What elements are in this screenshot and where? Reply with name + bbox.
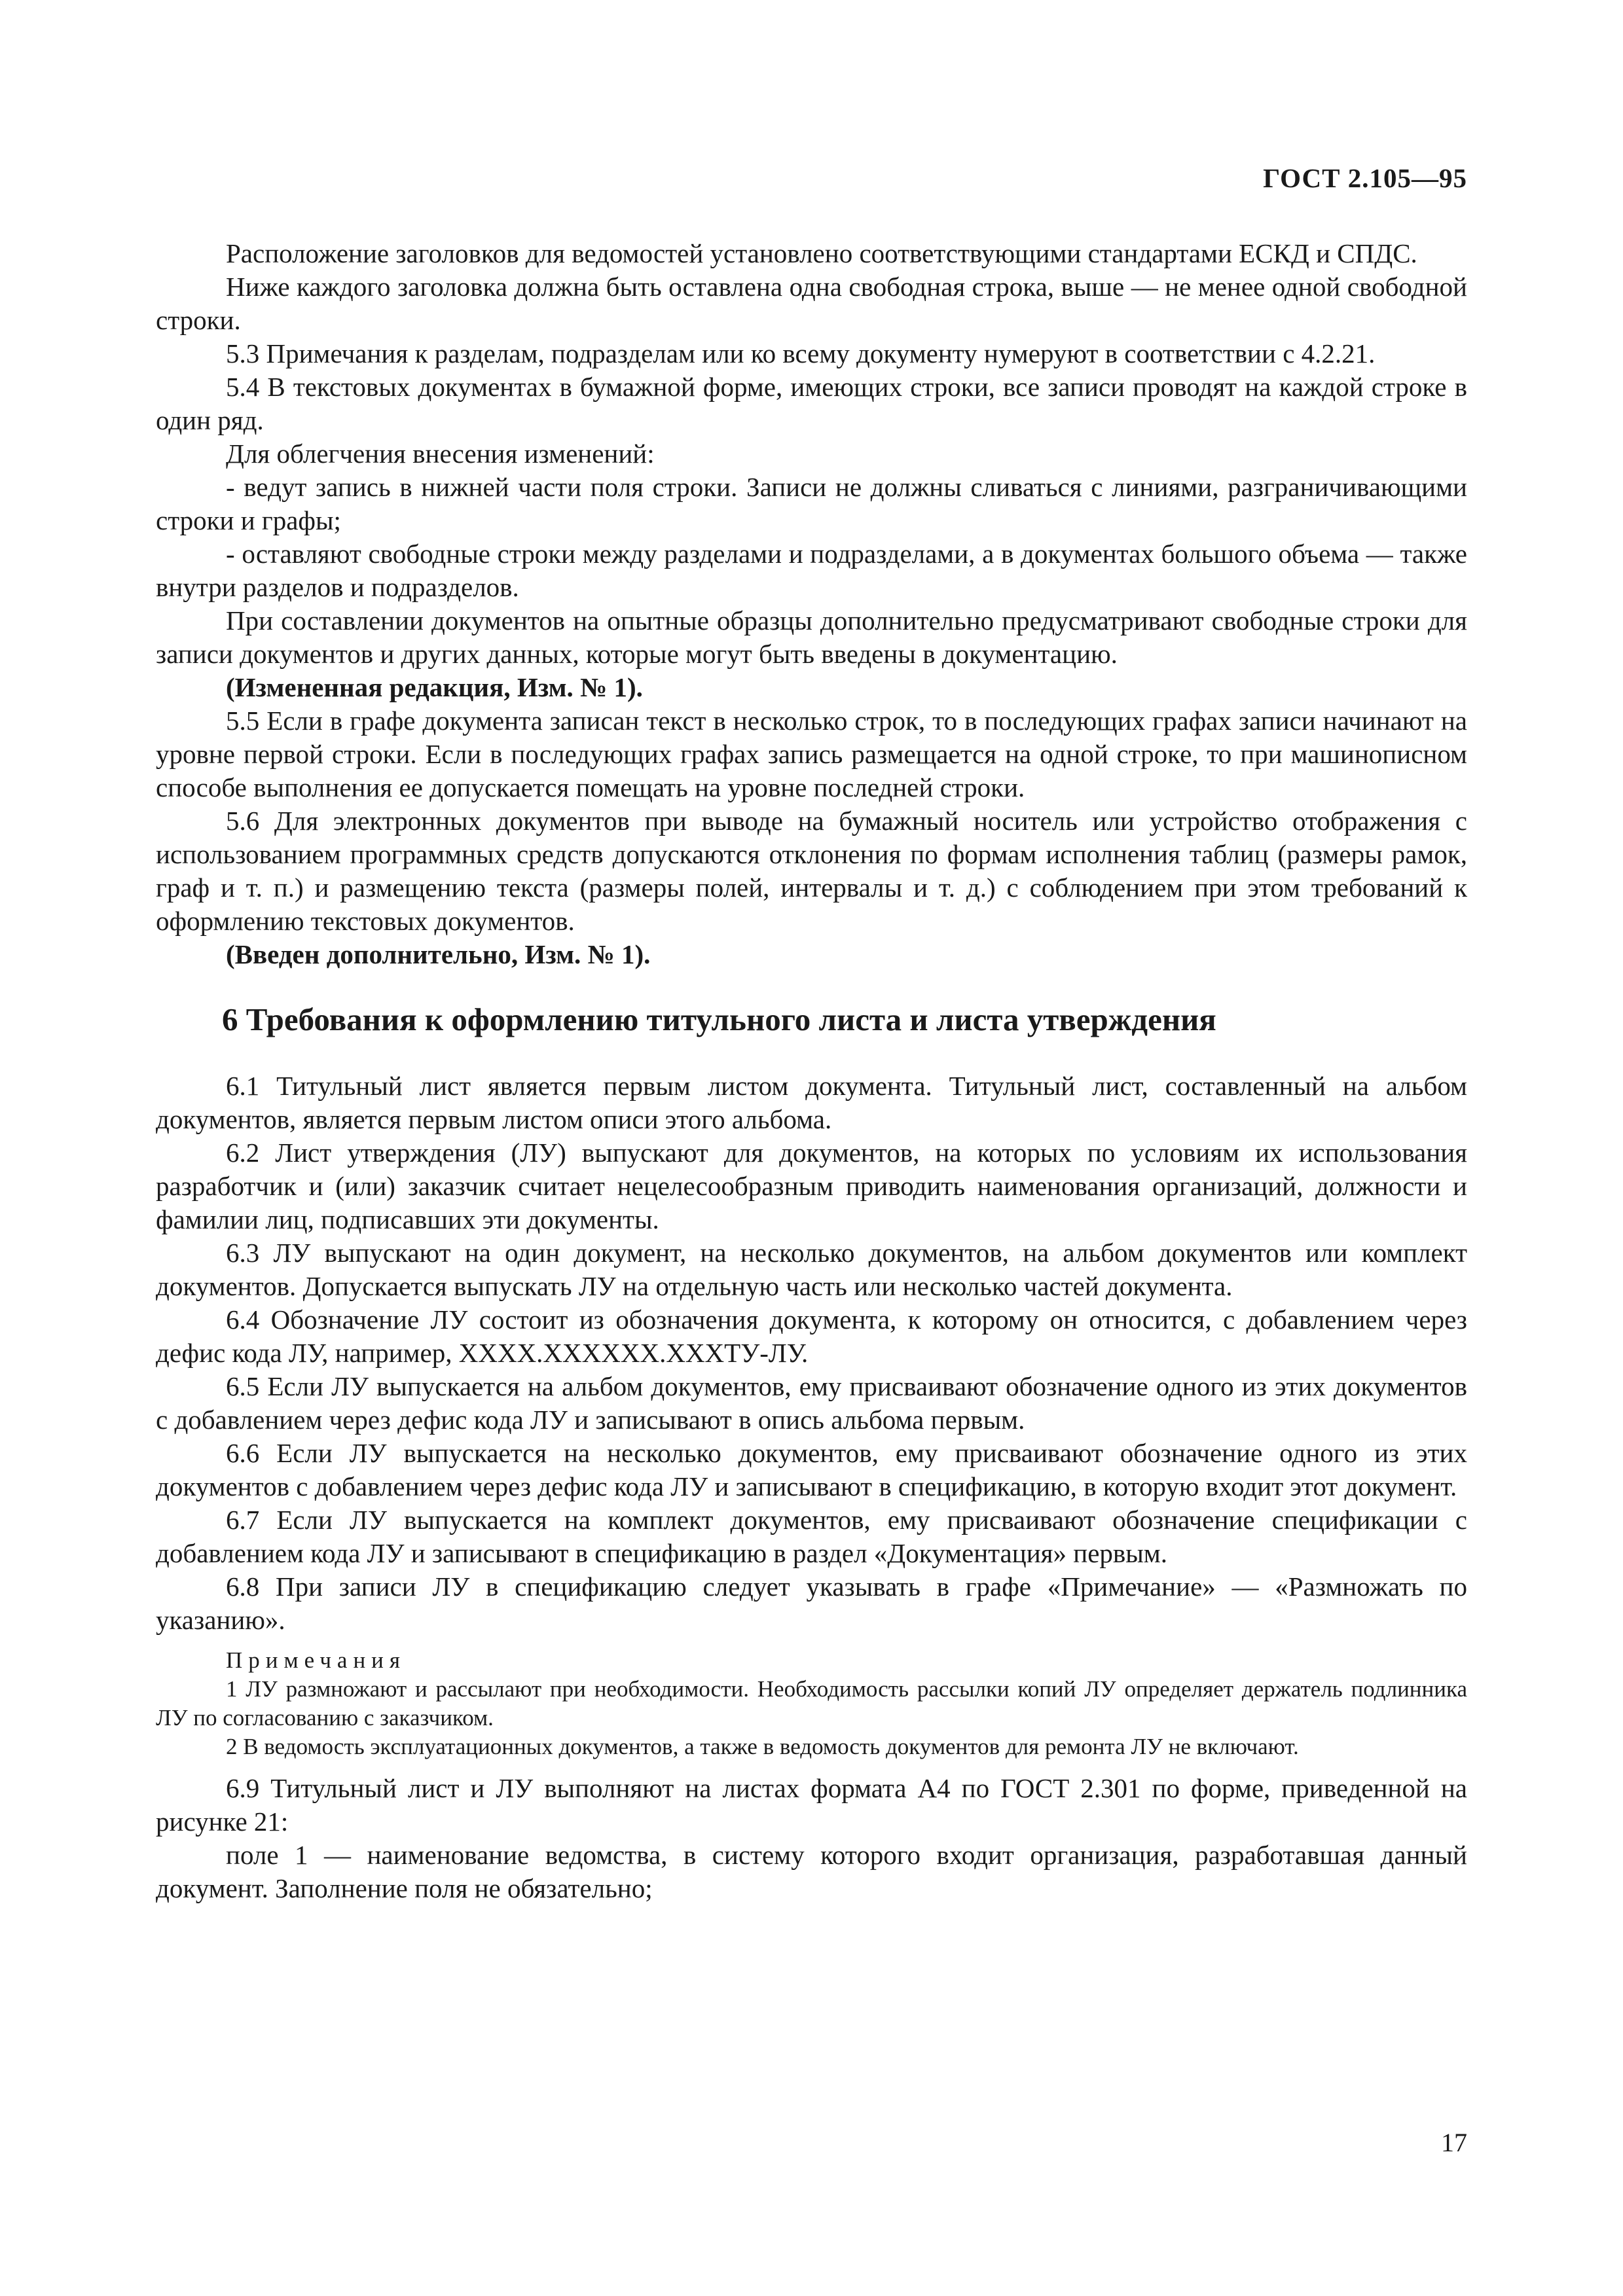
paragraph: поле 1 — наименование ведомства, в систему которого входит организация, разработавшая данный документ. Заполнение поля не обязательно;: [156, 1840, 1467, 1903]
amendment-note: (Измененная редакция, Изм. № 1).: [226, 672, 643, 702]
paragraph: 6.2 Лист утверждения (ЛУ) выпускают для документов, на которых по условиям их использования разработчик и (или) заказчик считает нецелесообразным приводить наименования организаций, должности и фамилии лиц, подписавших эти документы.: [156, 1138, 1467, 1234]
paragraph: 5.5 Если в графе документа записан текст в несколько строк, то в последующих графах записи начинают на уровне первой строки. Если в последующих графах запись размещается на одной строке, то при машинописном способе выполнения ее допускается помещать на уровне последней строки.: [156, 706, 1467, 802]
note-item: 1 ЛУ размножают и рассылают при необходимости. Необходимость рассылки копий ЛУ определяет держатель подлинника ЛУ по согласованию с заказчиком.: [156, 1676, 1467, 1731]
paragraph: - оставляют свободные строки между разделами и подразделами, а в документах большого объема — также внутри разделов и подразделов.: [156, 539, 1467, 602]
paragraph: 6.9 Титульный лист и ЛУ выполняют на листах формата А4 по ГОСТ 2.301 по форме, приведенной на рисунке 21:: [156, 1773, 1467, 1837]
paragraph: Для облегчения внесения изменений:: [226, 439, 655, 469]
paragraph: 6.5 Если ЛУ выпускается на альбом документов, ему присваивают обозначение одного из этих документов с добавлением через дефис кода ЛУ и записывают в опись альбома первым.: [156, 1371, 1467, 1435]
section-heading: 6 Требования к оформлению титульного листа и листа утверждения: [222, 1001, 1216, 1037]
standard-header: ГОСТ 2.105—95: [1263, 163, 1467, 193]
paragraph: Ниже каждого заголовка должна быть оставлена одна свободная строка, выше — не менее одной свободной строки.: [156, 272, 1467, 335]
paragraph: При составлении документов на опытные образцы дополнительно предусматривают свободные строки для записи документов и других данных, которые могут быть введены в документацию.: [156, 605, 1467, 669]
paragraph: 6.8 При записи ЛУ в спецификацию следует указывать в графе «Примечание» — «Размножать по указанию».: [156, 1571, 1467, 1635]
paragraph: 6.7 Если ЛУ выпускается на комплект документов, ему присваивают обозначение спецификации с добавлением кода ЛУ и записывают в спецификацию в раздел «Документация» первым.: [156, 1505, 1467, 1568]
notes-title: Примечания: [226, 1647, 407, 1673]
paragraph: 5.6 Для электронных документов при выводе на бумажный носитель или устройство отображения с использованием программных средств допускаются отклонения по формам исполнения таблиц (размеры рамок, граф и т. п.) и размещению текста (размеры полей, интервалы и т. д.) с соблюдением при этом требований к оформлению текстовых документов.: [156, 806, 1467, 936]
paragraph: 5.4 В текстовых документах в бумажной форме, имеющих строки, все записи проводят на каждой строке в один ряд.: [156, 372, 1467, 435]
paragraph: 6.1 Титульный лист является первым листом документа. Титульный лист, составленный на альбом документов, является первым листом описи этого альбома.: [156, 1071, 1467, 1134]
paragraph: - ведут запись в нижней части поля строки. Записи не должны сливаться с линиями, разграничивающими строки и графы;: [156, 472, 1467, 535]
page-number: 17: [1441, 2128, 1467, 2157]
paragraph: 6.6 Если ЛУ выпускается на несколько документов, ему присваивают обозначение одного из этих документов с добавлением через дефис кода ЛУ и записывают в спецификацию, в которую входит этот документ.: [156, 1438, 1467, 1501]
document-body: [156, 237, 1467, 1905]
paragraph: 5.3 Примечания к разделам, подразделам или ко всему документу нумеруют в соответствии с 4.2.21.: [226, 338, 1376, 368]
paragraph: 6.4 Обозначение ЛУ состоит из обозначения документа, к которому он относится, с добавлением через дефис кода ЛУ, например, ХХХХ.ХХХХХХ.ХХХТУ-ЛУ.: [156, 1304, 1467, 1368]
note-item: 2 В ведомость эксплуатационных документов, а также в ведомость документов для ремонта ЛУ не включают.: [226, 1734, 1299, 1759]
paragraph: Расположение заголовков для ведомостей установлено соответствующими стандартами ЕСКД и СПДС.: [226, 238, 1417, 268]
paragraph: 6.3 ЛУ выпускают на один документ, на несколько документов, на альбом документов или комплект документов. Допускается выпускать ЛУ на отдельную часть или несколько частей документа.: [156, 1238, 1467, 1301]
amendment-note: (Введен дополнительно, Изм. № 1).: [226, 939, 651, 969]
